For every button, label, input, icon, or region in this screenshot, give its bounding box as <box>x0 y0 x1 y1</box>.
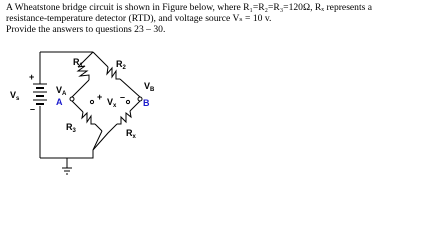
vx-minus-sign: – <box>120 92 126 102</box>
vs-minus-sign: – <box>30 104 36 114</box>
arm-r3-bottom <box>93 131 102 150</box>
node-a-terminal <box>70 97 74 101</box>
label-r3: $R_3$ <box>66 122 76 134</box>
vx-plus-sign: + <box>97 92 103 102</box>
label-r2: $R_2$ <box>116 59 126 71</box>
problem-line-2: resistance-temperature detector (RTD), and voltage source Vₛ = 10 v. <box>6 13 272 24</box>
label-node-a: A <box>56 97 63 107</box>
vx-plus-terminal <box>90 100 93 103</box>
problem-line-3: Provide the answers to questions 23 – 30. <box>6 24 166 35</box>
label-vb: $V_B$ <box>144 81 155 93</box>
voltage-source-battery <box>33 84 47 104</box>
arm-rx <box>93 101 140 150</box>
wheatstone-bridge-figure <box>0 42 200 176</box>
vx-minus-terminal <box>126 100 129 103</box>
label-r1: $R_1$ <box>73 57 83 69</box>
wire-bottom <box>40 150 93 158</box>
resistor-rx <box>117 111 131 124</box>
label-vx: $V_x$ <box>107 97 117 109</box>
problem-line-1: A Wheatstone bridge circuit is shown in Figure below, where R₁=R₂=R₃=120Ω, Rₓ represents a <box>6 2 373 13</box>
label-rx: $R_x$ <box>126 128 136 140</box>
vs-plus-sign: + <box>29 72 35 82</box>
label-node-b: B <box>143 98 150 108</box>
resistor-r3 <box>82 112 95 124</box>
ground-icon <box>62 168 72 174</box>
problem-statement <box>6 2 424 35</box>
node-b-terminal <box>138 97 142 101</box>
label-vs: $V_s$ <box>10 90 20 102</box>
label-va: $V_A$ <box>56 85 67 97</box>
